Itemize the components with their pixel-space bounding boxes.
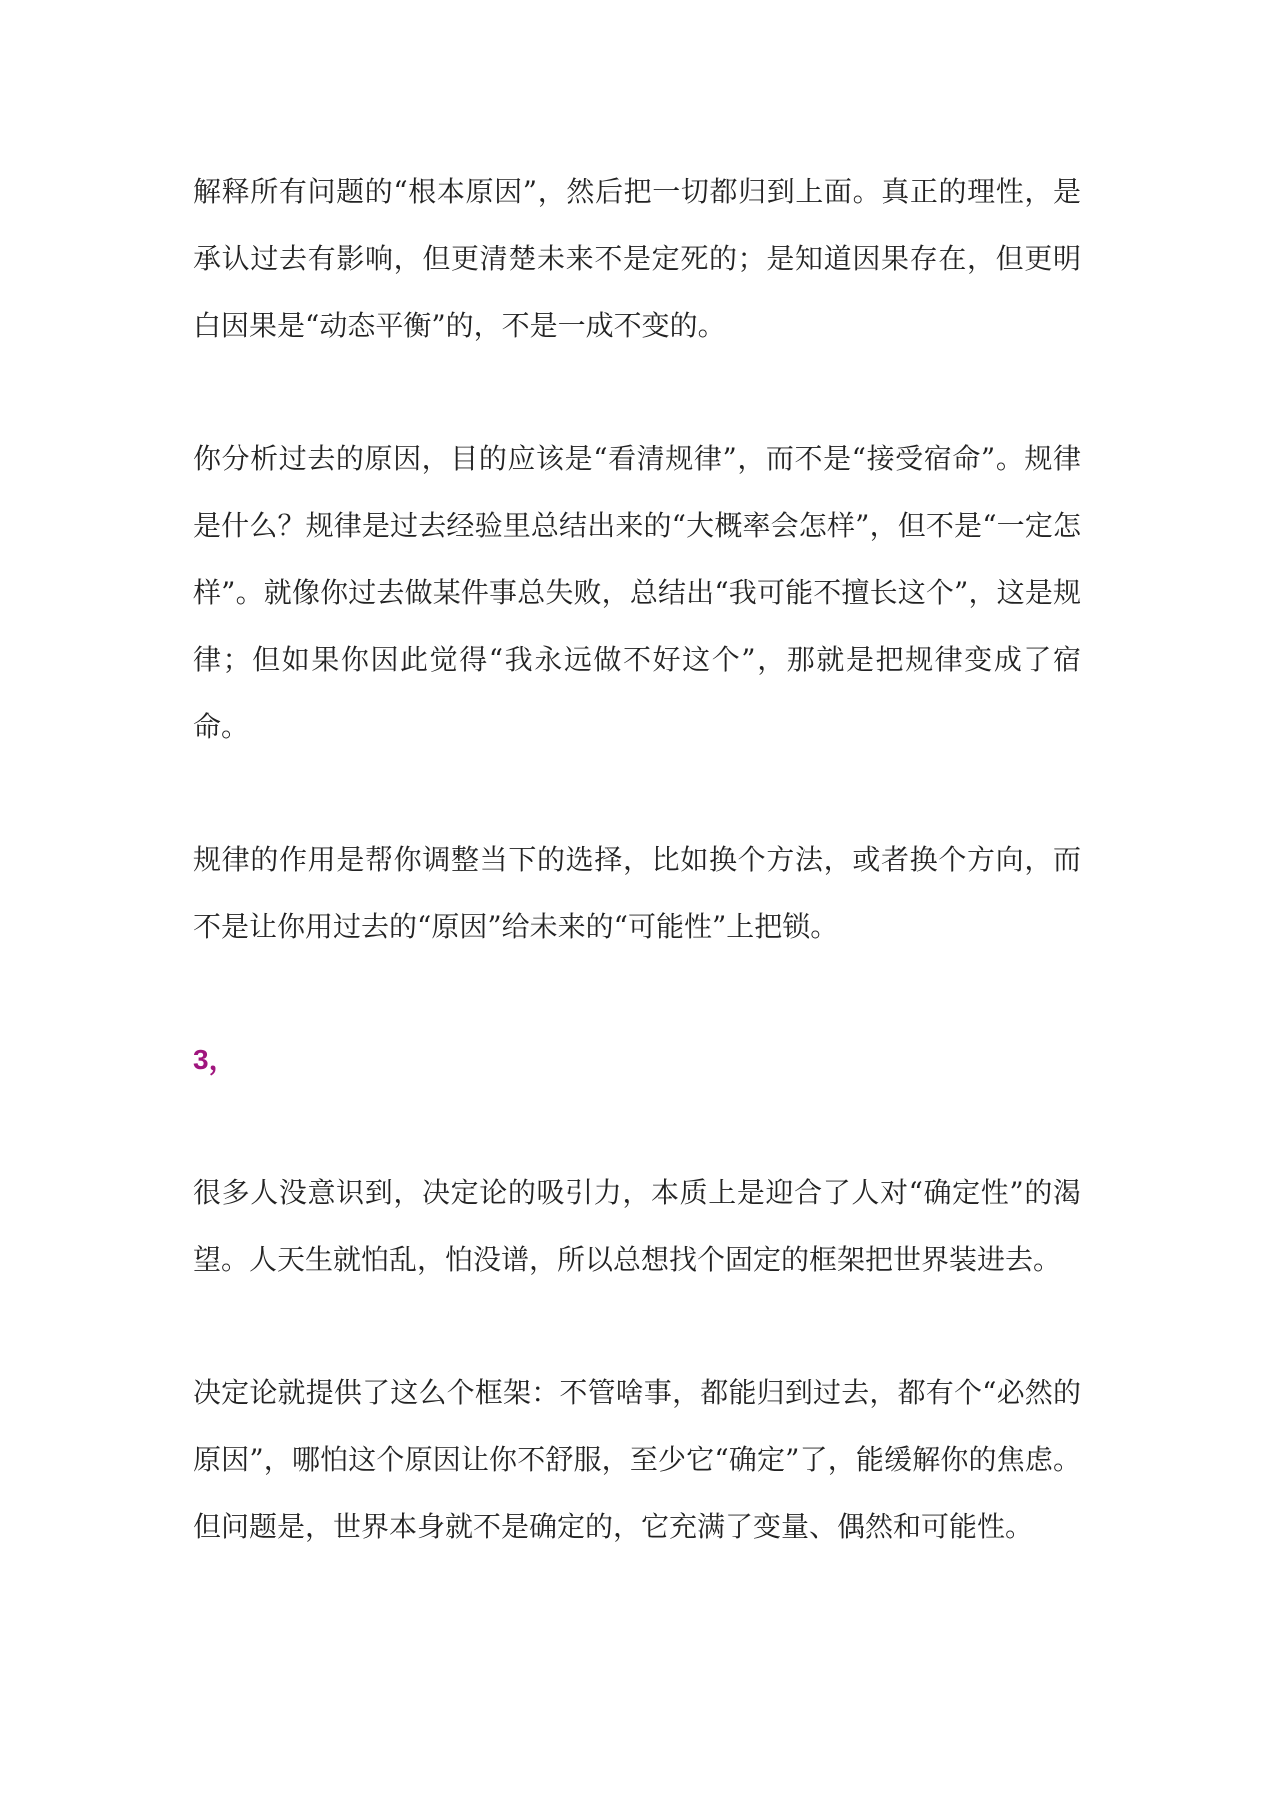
paragraph: 很多人没意识到，决定论的吸引力，本质上是迎合了人对“确定性”的渴望。人天生就怕乱，怕没谱，所以总想找个固定的框架把世界装进去。 bbox=[193, 1176, 1081, 1276]
paragraph: 解释所有问题的“根本原因”，然后把一切都归到上面。真正的理性，是承认过去有影响，但更清楚未来不是定死的；是知道因果存在，但更明白因果是“动态平衡”的，不是一成不变的。 bbox=[193, 175, 1081, 342]
section-heading: 3， bbox=[193, 1044, 237, 1075]
document-page bbox=[193, 158, 1081, 1626]
paragraph: 你分析过去的原因，目的应该是“看清规律”，而不是“接受宿命”。规律是什么？规律是过去经验里总结出来的“大概率会怎样”，但不是“一定怎样”。就像你过去做某件事总失败，总结出“我可能不擅长这个”，这是规律；但如果你因此觉得“我永远做不好这个”，那就是把规律变成了宿命。 bbox=[193, 442, 1081, 743]
paragraph: 决定论就提供了这么个框架：不管啥事，都能归到过去，都有个“必然的原因”，哪怕这个原因让你不舒服，至少它“确定”了，能缓解你的焦虑。但问题是，世界本身就不是确定的，它充满了变量、偶然和可能性。 bbox=[193, 1376, 1081, 1543]
paragraph: 规律的作用是帮你调整当下的选择，比如换个方法，或者换个方向，而不是让你用过去的“原因”给未来的“可能性”上把锁。 bbox=[193, 843, 1081, 943]
